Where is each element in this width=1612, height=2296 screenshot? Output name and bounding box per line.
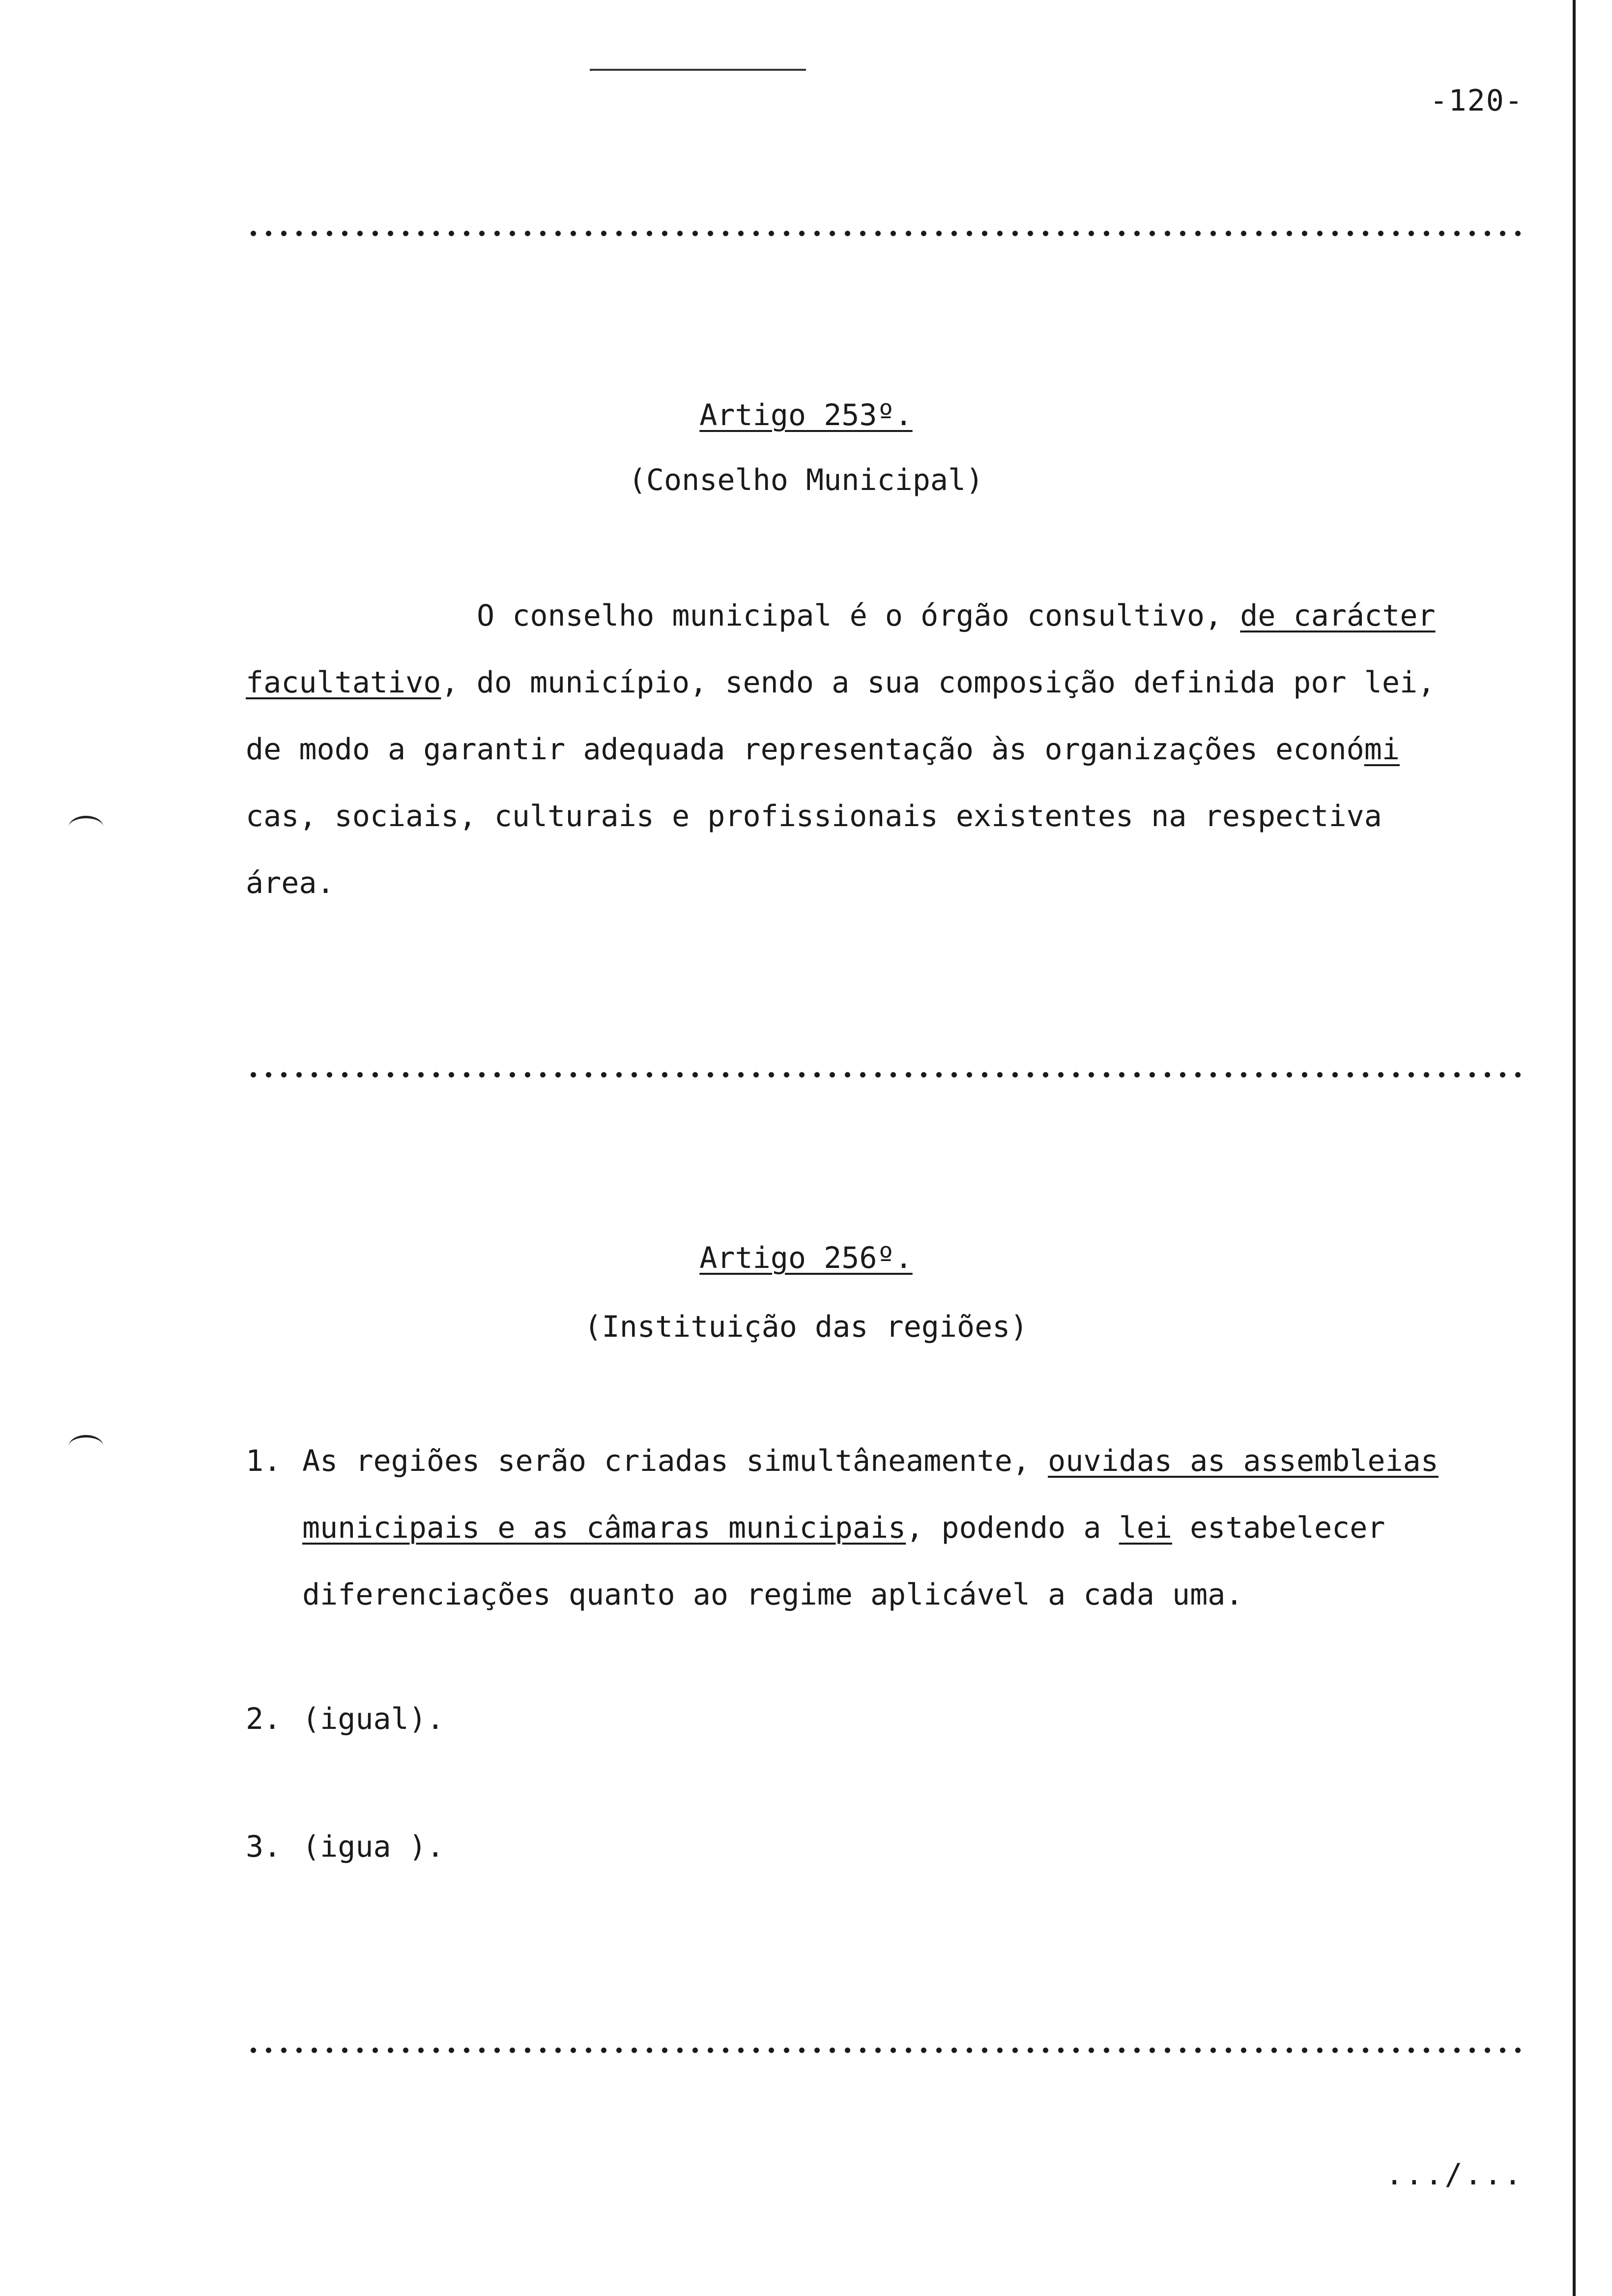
item-number: 3.: [246, 1830, 282, 1864]
margin-mark: [69, 1435, 103, 1457]
page-edge-line: [1573, 0, 1576, 2296]
article-256-item-1: 1. As regiões serão criadas simultâneamente, ouvidas as assembleias municipais e as câmaras municipais, podendo a lei estabelecer diferenciações quanto ao regime aplicável a cada uma.: [246, 1428, 1548, 1628]
continuation-mark: .../...: [1385, 2157, 1524, 2192]
body-line: área.: [246, 866, 335, 900]
item-number: 2.: [246, 1702, 282, 1736]
body-line: cas, sociais, culturais e profissionais existentes na respectiva: [246, 799, 1382, 833]
dotted-separator: [246, 1071, 1524, 1078]
article-256-subtitle: (Instituição das regiões): [584, 1310, 1028, 1344]
dotted-separator: [246, 230, 1524, 237]
page-number: -120-: [1430, 84, 1524, 118]
article-253-subtitle: (Conselho Municipal): [628, 463, 984, 497]
article-253-title: Artigo 253º.: [699, 398, 913, 432]
article-256-item-3: 3. (igua ).: [246, 1813, 1548, 1880]
article-256-item-2: 2. (igual).: [246, 1686, 1548, 1752]
body-line: facultativo, do município, sendo a sua composição definida por lei,: [246, 665, 1436, 700]
article-253-body: [246, 582, 1533, 917]
top-rule: [590, 69, 806, 71]
margin-mark: [69, 816, 103, 838]
article-256-title: Artigo 256º.: [699, 1241, 913, 1275]
body-line: O conselho municipal é o órgão consultivo, de carácter: [477, 599, 1436, 633]
dotted-separator: [246, 2047, 1524, 2054]
item-number: 1.: [246, 1444, 282, 1478]
body-line: de modo a garantir adequada representação às organizações económi: [246, 732, 1400, 767]
